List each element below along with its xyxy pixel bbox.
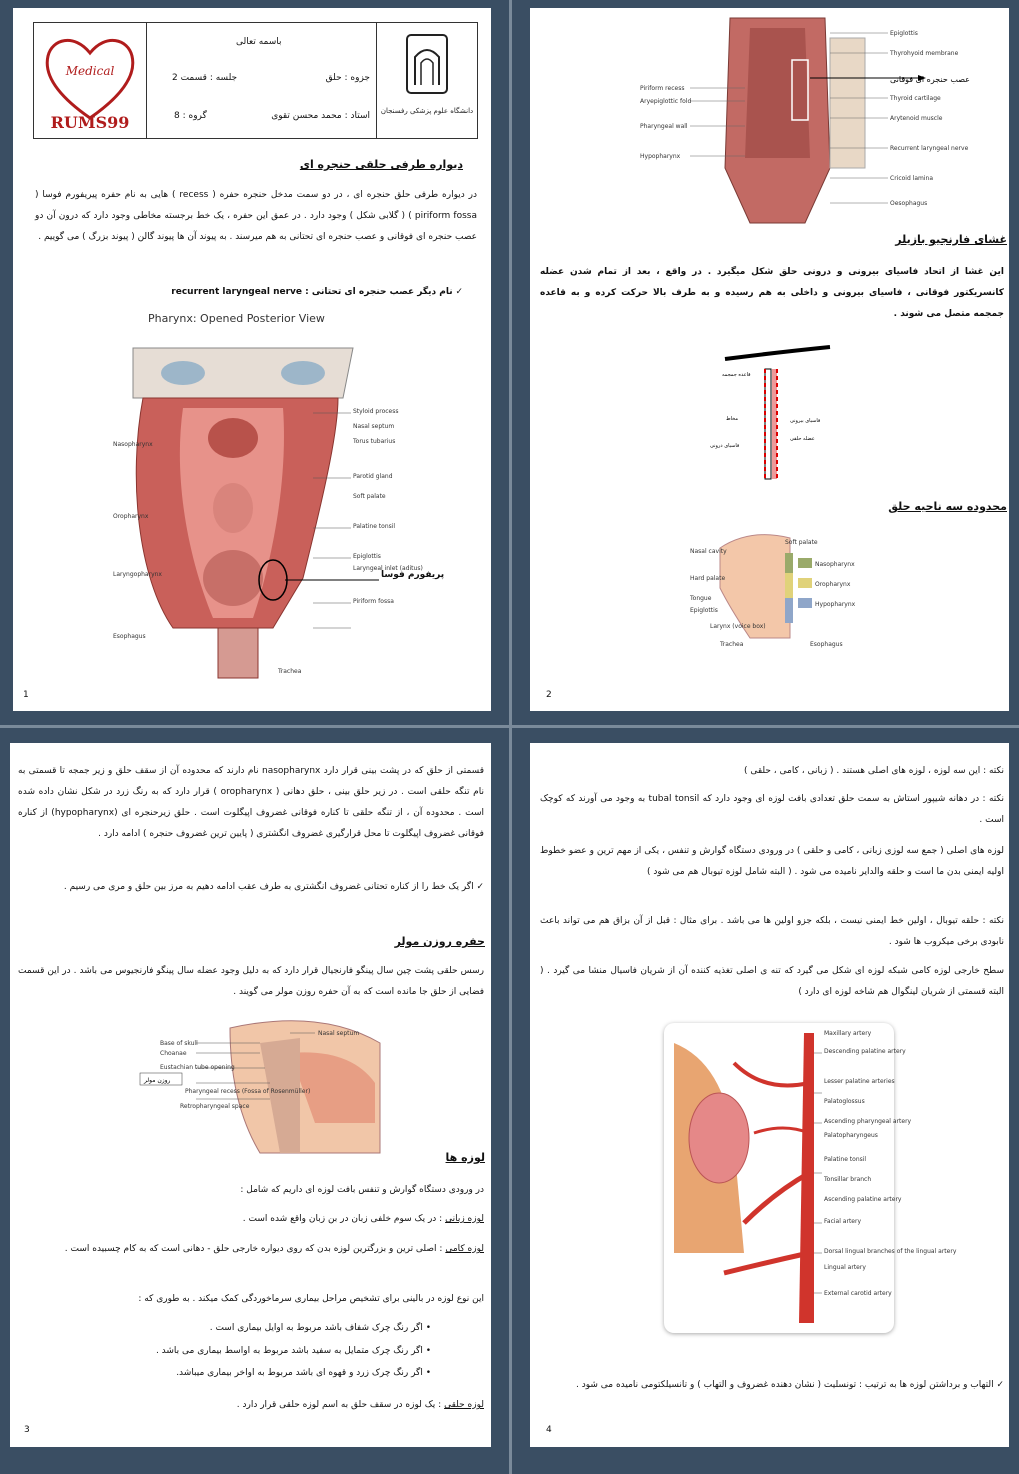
figure-title: Pharynx: Opened Posterior View <box>148 312 325 325</box>
fig2-label-pharyngeal-wall: Pharyngeal wall <box>640 123 688 130</box>
laryngopharynx-illustration <box>600 18 1000 233</box>
page-number-2: 2 <box>546 690 552 700</box>
fig1-label-parotid: Parotid gland <box>353 473 393 480</box>
heading-three-regions: محدوده سه ناحیه حلق <box>888 500 1007 513</box>
fig2-label-piriform: Piriform recess <box>640 85 685 92</box>
fig2-label-epiglottis: Epiglottis <box>890 30 918 37</box>
fig3-label-oropharynx: Oropharynx <box>815 581 851 588</box>
dot-text-1: اگر رنگ چرک شفاف باشد مربوط به اوایل بیماری است . <box>209 1323 423 1333</box>
pharyngeal-term: لوزه حلقی <box>444 1400 484 1410</box>
dot-item-2: • اگر رنگ چرک متمایل به سفید باشد مربوط به اواسط بیماری می باشد . <box>155 1346 431 1356</box>
page-number-3: 3 <box>24 1425 30 1435</box>
fig3-label-larynx: Larynx (voice box) <box>710 623 766 630</box>
fig1-label-trachea: Trachea <box>278 668 302 675</box>
rosenmuller-box-label: روزن مولر <box>144 1077 171 1084</box>
note-tubal-ring: نکته : حلقه تیوبال ، اولین خط ایمنی نیست ، بلکه جزو اولین ها می باشد . برای مثال : قبل از آن بزاق هم می تواند باعث نابودی برخی میکروب ها شود . <box>540 916 1004 947</box>
pharyngeal-text: : یک لوزه در سقف حلق به اسم لوزه حلقی قرار دارد . <box>236 1400 442 1410</box>
note-tubal-tonsil: نکته : در دهانه شیپور استاش به سمت حلق تعدادی بافت لوزه ای وجود دارد که tubal tonsil به وجود می آورند که کوچک است . <box>540 794 1004 825</box>
fig5-label-lingual: Lingual artery <box>824 1264 866 1271</box>
fig5-label-tonsillar-branch: Tonsillar branch <box>824 1176 872 1183</box>
bullet-cricoid-text: اگر یک خط را از کناره تحتانی غضروف انگشتری به طرف عقب ادامه دهیم به مرز بین حلق و مری می رسیم . <box>63 882 474 892</box>
paragraph-piriform: در دیواره طرفی حلق حنجره ای ، در دو سمت مدخل حنجره حفره ( recess ) هایی به نام حفره پیریفورم فوسا ( piriform fossa ) ( گلابی شکل ) وجود دارد . در عمق این حفره ، یک خط برجسته مخاطی وجود دارد که درون آن دو عصب حنجره ای فوقانی و عصب حنجره ای تحتانی به هم میرسند . به پیوند آن ها پیوند گالن ( پیوند بزرگ ) می گوییم . <box>35 190 477 242</box>
fig5-label-dorsal-lingual: Dorsal lingual branches of the lingual artery <box>824 1248 957 1255</box>
paragraph-tonsils-intro: در ورودی دستگاه گوارش و تنفس بافت لوزه ای داریم که شامل : <box>240 1185 484 1195</box>
fig4-label-retropharyngeal: Retropharyngeal space <box>180 1103 250 1110</box>
heading-lateral-wall: دیواره طرفی حلقی حنجره ای <box>299 158 463 171</box>
fig2-label-aryepiglottic: Aryepiglottic fold <box>640 98 692 105</box>
bullet-recurrent-nerve: ✓ نام دیگر عصب حنجره ای تحتانی : recurrent laryngeal nerve <box>171 287 463 297</box>
fig4-label-recess: Pharyngeal recess (Fossa of Rosenmüller) <box>185 1088 311 1095</box>
fig1-label-nasopharynx: Nasopharynx <box>113 441 153 448</box>
diagram-label-outer-fascia: فاسیای بیرونی <box>790 418 821 424</box>
heading-tonsils: لوزه ها <box>445 1151 485 1164</box>
item-pharyngeal-tonsil <box>18 1395 484 1416</box>
ostad-label: استاد : محمد محسن تقوی <box>271 111 370 121</box>
fig2-label-oesophagus: Oesophagus <box>890 200 928 207</box>
fig5-label-palatoglossus: Palatoglossus <box>824 1098 865 1105</box>
bullet-tonsillitis-text: التهاب و برداشتن لوزه ها به ترتیب : تونسلیت ( نشان دهنده غضروف و التهاب ) و تانسیلکتومی نامیده می شود . <box>575 1380 994 1390</box>
fig1-label-laryngopharynx: Laryngopharynx <box>113 571 162 578</box>
fig4-label-septum: Nasal septum <box>318 1030 360 1037</box>
paragraph-nasopharynx: قسمتی از حلق که در پشت بینی قرار دارد nasopharynx نام دارند که محدوده آن از سقف حلق و زیر جمجه تا قسمتی به نام تنگه حلقی است . در زیر حلق بینی ، حلق دهانی ( oropharynx ) قرار دارد که به رنگ زرد در شکل نشان داده شده است . محدوده آن ، از تنگه حلقی تا کناره فوقانی غضروف اپیگلوت است . حلق زیرحنجره ای (hypopharynx) از کناره فوقانی غضروف اپیگلوت تا محل قرارگیری غضروف انگشتری ( پایین ترین غضروف حنجره ) ادامه دارد . <box>18 766 485 839</box>
fascia-diagram <box>710 344 860 484</box>
basmala: باسمه تعالی <box>236 37 282 47</box>
paragraph-waldeyer: لوزه های اصلی ( جمع سه لوزی زبانی ، کامی و حلقی ) در ورودی دستگاه گوارش و تنفس ، یکی از مهم ترین و عضو خطوط اولیه ایمنی بدن ما است و حلقه والدایر نامیده می شود . ( البته شامل لوزه تیوبال هم می شود ) <box>540 846 1004 877</box>
fig2-label-arytenoid: Arytenoid muscle <box>890 115 943 122</box>
fig1-label-soft-palate: Soft palate <box>353 493 386 500</box>
pharynx-regions-illustration <box>690 528 890 658</box>
fig5-label-asc-palatine: Ascending palatine artery <box>824 1196 902 1203</box>
paragraph-pharyngobasilar: این غشا از اتحاد فاسیای بیرونی و درونی حلق شکل میگیرد . در واقع ، بعد از تمام شدن عضله کانسریکتور فوقانی ، فاسیای بیرونی و داخلی به هم رسیده و به طرف بالا حرکت کرده و به قاعده جمجمه متصل می شوند . <box>540 267 1004 319</box>
palatine-term: لوزه کامی <box>445 1244 484 1254</box>
rosenmuller-figure <box>140 1013 390 1153</box>
dot-text-2: اگر رنگ چرک متمایل به سفید باشد مربوط به اواسط بیماری می باشد . <box>155 1346 423 1356</box>
bullet-tonsillitis: ✓ التهاب و برداشتن لوزه ها به ترتیب : تونسلیت ( نشان دهنده غضروف و التهاب ) و تانسیلکتومی نامیده می شود . <box>575 1380 1004 1390</box>
heading-pharyngobasilar: غشای فارنجیو بازیلر <box>895 233 1007 246</box>
fig3-label-soft-palate: Soft palate <box>785 539 818 546</box>
fig1-label-torus: Torus tubarius <box>353 438 396 445</box>
fig2-label-hypopharynx: Hypopharynx <box>640 153 681 160</box>
item-palatine-tonsil <box>18 1239 484 1260</box>
fig1-label-septum: Nasal septum <box>353 423 395 430</box>
lingual-text: : در یک سوم خلفی زبان در بن زبان واقع شده است . <box>242 1214 443 1224</box>
fig1-label-styloid: Styloid process <box>353 408 399 415</box>
fig1-label-oropharynx: Oropharynx <box>113 513 149 520</box>
tonsil-arteries-figure <box>664 1023 957 1333</box>
fig2-label-thyrohyoid: Thyrohyoid membrane <box>890 50 959 57</box>
header-table <box>33 22 478 139</box>
note-main-tonsils: نکته : این سه لوزه ، لوزه های اصلی هستند . ( زبانی ، کامی ، حلقی ) <box>743 766 1004 776</box>
fig5-label-asc-pharyngeal: Ascending pharyngeal artery <box>824 1118 912 1125</box>
pharynx-illustration <box>113 328 493 698</box>
page-number-4: 4 <box>546 1425 552 1435</box>
paragraph-rosenmuller: رسس حلقی پشت چین سال پینگو فارنجیال قرار دارد که به دلیل وجود عضله سال پینگو فارنجیوس می باشد . در این قسمت فضایی از حلق جا مانده است که به آن حفره روزن مولر می گویند . <box>18 966 484 997</box>
fig3-label-epiglottis: Epiglottis <box>690 607 718 614</box>
fig2-label-cricoid: Cricoid lamina <box>890 175 934 182</box>
tonsil-arteries-illustration <box>664 1023 957 1333</box>
fig4-label-choanae: Choanae <box>160 1050 187 1057</box>
fig2-label-superior-nerve-fa: عصب حنجره ای فوقانی <box>890 75 970 84</box>
dot-text-3: اگر رنگ چرک زرد و قهوه ای باشد مربوط به اواخر بیماری میباشد. <box>176 1368 423 1378</box>
fig4-label-eustachian: Eustachian tube opening <box>160 1064 235 1071</box>
page-2 <box>530 8 1009 711</box>
item-lingual-tonsil <box>18 1209 484 1230</box>
diagram-label-skull-base: قاعده جمجمه <box>722 372 751 378</box>
logo-rums-text: RUMS99 <box>50 113 130 132</box>
logo-medical-text: Medical <box>65 64 115 78</box>
paragraph-clinical: این نوع لوزه در بالینی برای تشخیص مراحل بیماری سرماخوردگی کمک میکند . به طوری که : <box>138 1294 484 1304</box>
fig5-label-lesser-palatine: Lesser palatine arteries <box>824 1078 895 1085</box>
fig5-label-external-carotid: External carotid artery <box>824 1290 892 1297</box>
bullet-recurrent-text: نام دیگر عصب حنجره ای تحتانی : recurrent laryngeal nerve <box>171 287 453 297</box>
fig1-label-epiglottis: Epiglottis <box>353 553 381 560</box>
university-name: دانشگاه علوم پزشکی رفسنجان <box>380 107 474 115</box>
palatine-text: : اصلی ترین و بزرگترین لوزه بدن که روی دیواره خارجی حلق - دهانی است که به کام چسبیده است . <box>64 1244 443 1254</box>
session-label: جلسه : قسمت 2 <box>172 73 238 83</box>
header-info <box>146 23 376 138</box>
fig3-label-nasopharynx: Nasopharynx <box>815 561 855 568</box>
lingual-term: لوزه زبانی <box>445 1214 484 1224</box>
page-1 <box>13 8 491 711</box>
fig5-label-descending-palatine: Descending palatine artery <box>824 1048 906 1055</box>
bullet-cricoid-line: ✓ اگر یک خط را از کناره تحتانی غضروف انگشتری به طرف عقب ادامه دهیم به مرز بین حلق و مری می رسیم . <box>63 882 484 892</box>
rosenmuller-illustration <box>140 1013 390 1153</box>
fig5-label-palatopharyngeus: Palatopharyngeus <box>824 1132 878 1139</box>
university-emblem-icon <box>377 23 477 138</box>
piriform-annotation: پریفورم فوسا <box>381 570 445 580</box>
fig1-label-tonsil: Palatine tonsil <box>353 523 396 530</box>
paragraph-blood-supply: سطح خارجی لوزه کامی شبکه لوزه ای شکل می گیرد که تنه ی اصلی تغذیه کننده آن از شریان فاسیال منشا می گیرد . ( البته قسمتی از شریان لینگوال هم شاخه لوزه ای دارد ) <box>540 966 1004 997</box>
fig5-label-maxillary: Maxillary artery <box>824 1030 872 1037</box>
vertical-divider <box>509 0 512 1474</box>
diagram-label-mucosa: مخاط <box>726 416 739 422</box>
fig1-label-piriform: Piriform fossa <box>353 598 394 605</box>
fig5-label-palatine-tonsil: Palatine tonsil <box>824 1156 867 1163</box>
fig2-label-recurrent: Recurrent laryngeal nerve <box>890 145 969 152</box>
heading-rosenmuller: حفره روزن مولر <box>394 935 485 948</box>
horizontal-divider <box>0 725 1019 728</box>
jozve-label: جزوه : حلق <box>325 73 370 83</box>
dot-item-3: • اگر رنگ چرک زرد و قهوه ای باشد مربوط به اواخر بیماری میباشد. <box>176 1368 431 1378</box>
fig3-label-trachea: Trachea <box>720 641 744 648</box>
page-3 <box>10 743 491 1447</box>
page-4 <box>530 743 1009 1447</box>
fascia-layers-diagram <box>710 344 860 484</box>
fig1-label-esophagus: Esophagus <box>113 633 146 640</box>
laryngopharynx-posterior-figure <box>600 18 1000 233</box>
pharynx-posterior-figure <box>113 308 493 688</box>
fig3-label-esophagus: Esophagus <box>810 641 843 648</box>
dot-item-1: • اگر رنگ چرک شفاف باشد مربوط به اوایل بیماری است . <box>209 1323 431 1333</box>
rums-logo <box>34 23 147 138</box>
university-logo <box>376 23 477 138</box>
fig4-label-skull: Base of skull <box>160 1040 198 1047</box>
fig3-label-nasal-cavity: Nasal cavity <box>690 548 727 555</box>
fig3-label-tongue: Tongue <box>690 595 712 602</box>
fig3-label-hypopharynx: Hypopharynx <box>815 601 856 608</box>
pharynx-regions-figure <box>690 528 890 658</box>
diagram-label-muscle: عضله حلقی <box>790 436 815 442</box>
diagram-label-inner-fascia: فاسیای درونی <box>710 443 740 449</box>
fig5-label-facial: Facial artery <box>824 1218 861 1225</box>
page-number-1: 1 <box>23 690 29 700</box>
fig1-label-inlet: Laryngeal inlet (aditus) <box>353 565 423 572</box>
fig2-label-thyroid: Thyroid cartilage <box>890 95 941 102</box>
heart-logo-icon <box>34 23 146 138</box>
fig3-label-hard-palate: Hard palate <box>690 575 726 582</box>
group-label: گروه : 8 <box>174 111 207 121</box>
